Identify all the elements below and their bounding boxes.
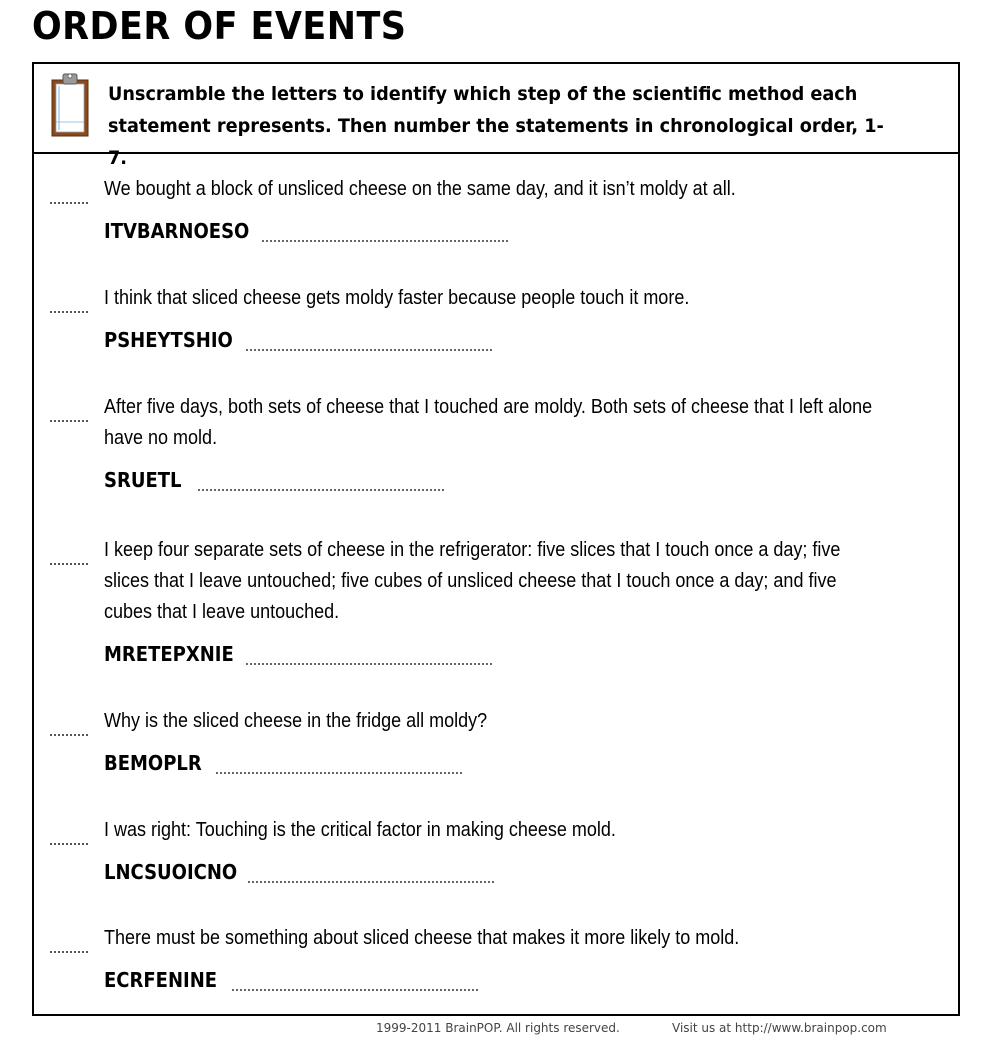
instructions-header	[34, 64, 958, 169]
instructions-text: Unscramble the letters to identify which step of the scientific method each statement represents. Then number the statements in chronological order, 1-7.	[108, 83, 884, 169]
answer-line[interactable]	[198, 489, 444, 491]
statement-text: I think that sliced cheese gets moldy faster because people touch it more.	[104, 287, 690, 309]
scrambled-word: BEMOPLR	[104, 751, 202, 775]
statement-text: There must be something about sliced cheese that makes it more likely to mold.	[104, 927, 740, 949]
answer-line[interactable]	[216, 772, 462, 774]
order-number-blank[interactable]	[50, 843, 88, 845]
order-number-blank[interactable]	[50, 420, 88, 422]
scrambled-word: ECRFENINE	[104, 968, 218, 992]
copyright-text: 1999-2011 BrainPOP. All rights reserved.	[376, 1021, 620, 1035]
answer-line[interactable]	[232, 989, 478, 991]
statement-text: I was right: Touching is the critical factor in making cheese mold.	[104, 819, 616, 841]
worksheet-frame	[32, 62, 960, 1016]
scrambled-word: LNCSUOICNO	[104, 860, 238, 884]
website-link[interactable]: Visit us at http://www.brainpop.com	[672, 1021, 887, 1035]
statement-text: We bought a block of unsliced cheese on the same day, and it isn’t moldy at all.	[104, 178, 736, 200]
answer-line[interactable]	[262, 240, 508, 242]
order-number-blank[interactable]	[50, 951, 88, 953]
answer-line[interactable]	[248, 881, 494, 883]
answer-line[interactable]	[246, 663, 492, 665]
order-number-blank[interactable]	[50, 563, 88, 565]
order-number-blank[interactable]	[50, 734, 88, 736]
scrambled-word: PSHEYTSHIO	[104, 328, 233, 352]
clipboard-icon	[50, 72, 90, 138]
statement-text: Why is the sliced cheese in the fridge all moldy?	[104, 710, 488, 732]
order-number-blank[interactable]	[50, 202, 88, 204]
answer-line[interactable]	[246, 349, 492, 351]
page-title: ORDER OF EVENTS	[32, 4, 407, 48]
statement-text: After five days, both sets of cheese that I touched are moldy. Both sets of cheese that I left alone have no mold.	[104, 396, 873, 449]
order-number-blank[interactable]	[50, 311, 88, 313]
statement-text: I keep four separate sets of cheese in the refrigerator: five slices that I touch once a day; five slices that I leave untouched; five cubes of unsliced cheese that I touch once a day; and five cubes that I leave untouched.	[104, 539, 841, 623]
scrambled-word: ITVBARNOESO	[104, 219, 250, 243]
scrambled-word: SRUETL	[104, 468, 182, 492]
scrambled-word: MRETEPXNIE	[104, 642, 234, 666]
